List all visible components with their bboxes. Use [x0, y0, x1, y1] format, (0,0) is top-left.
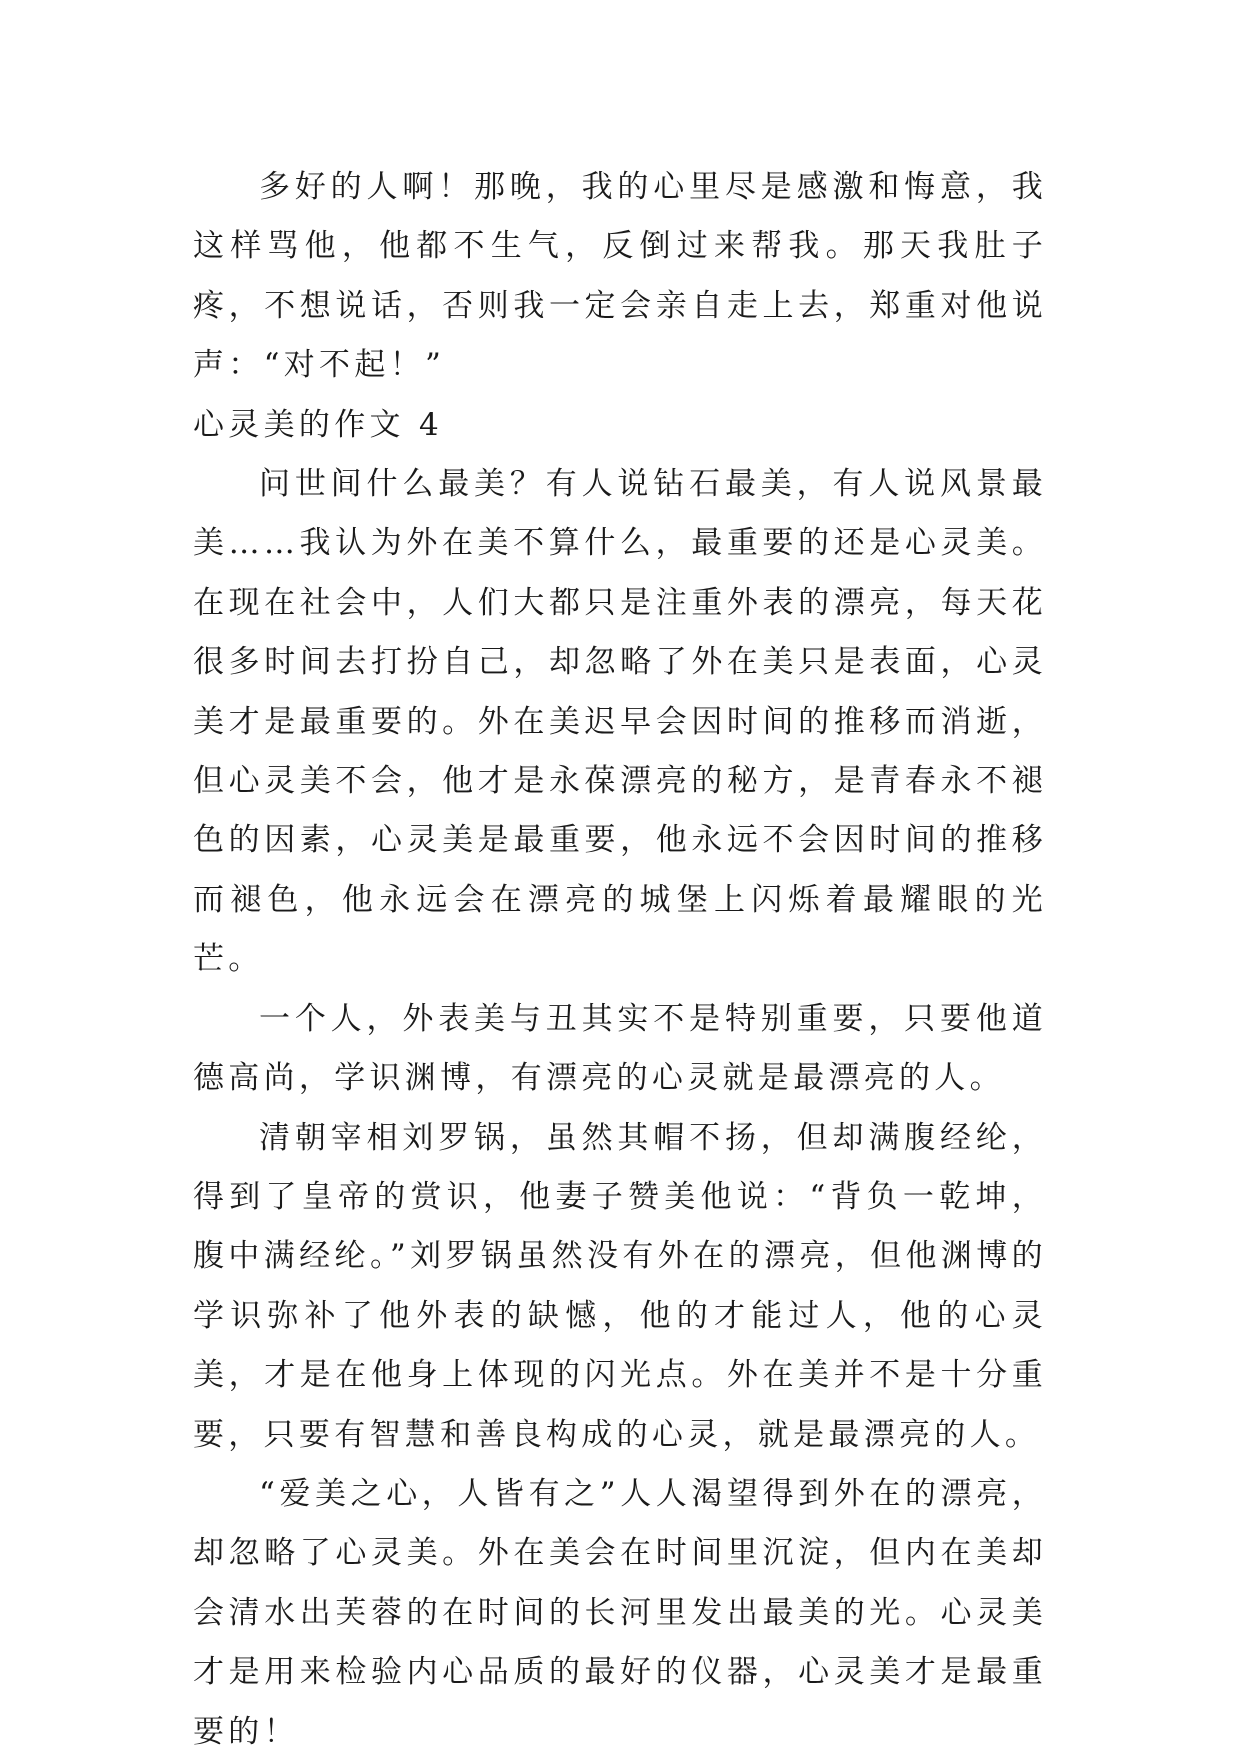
section-heading: 心灵美的作文 4 — [193, 406, 443, 443]
paragraph-3: 一个人，外表美与丑其实不是特别重要，只要他道德高尚，学识渊博，有漂亮的心灵就是最漂亮的人。 — [193, 1000, 1047, 1097]
paragraph-5: “爱美之心，人皆有之”人人渴望得到外在的漂亮，却忽略了心灵美。外在美会在时间里沉淀，但内在美却会清水出芙蓉的在时间的长河里发出最美的光。心灵美才是用来检验内心品质的最好的仪器，心灵美才是最重要的！ — [193, 1475, 1047, 1750]
paragraph-2: 问世间什么最美？有人说钻石最美，有人说风景最美……我认为外在美不算什么，最重要的还是心灵美。在现在社会中，人们大都只是注重外表的漂亮，每天花很多时间去打扮自己，却忽略了外在美只是表面，心灵美才是最重要的。外在美迟早会因时间的推移而消逝，但心灵美不会，他才是永葆漂亮的秘方，是青春永不褪色的因素，心灵美是最重要，他永远不会因时间的推移而褪色，他永远会在漂亮的城堡上闪烁着最耀眼的光芒。 — [193, 466, 1047, 978]
paragraph-4: 清朝宰相刘罗锅，虽然其帽不扬，但却满腹经纶，得到了皇帝的赏识，他妻子赞美他说：“背负一乾坤，腹中满经纶。”刘罗锅虽然没有外在的漂亮，但他渊博的学识弥补了他外表的缺憾，他的才能过人，他的心灵美，才是在他身上体现的闪光点。外在美并不是十分重要，只要有智慧和善良构成的心灵，就是最漂亮的人。 — [193, 1119, 1047, 1453]
paragraph-1: 多好的人啊！那晚，我的心里尽是感激和悔意，我这样骂他，他都不生气，反倒过来帮我。那天我肚子疼，不想说话，否则我一定会亲自走上去，郑重对他说声：“对不起！” — [193, 169, 1047, 384]
document-body — [193, 158, 1047, 1762]
